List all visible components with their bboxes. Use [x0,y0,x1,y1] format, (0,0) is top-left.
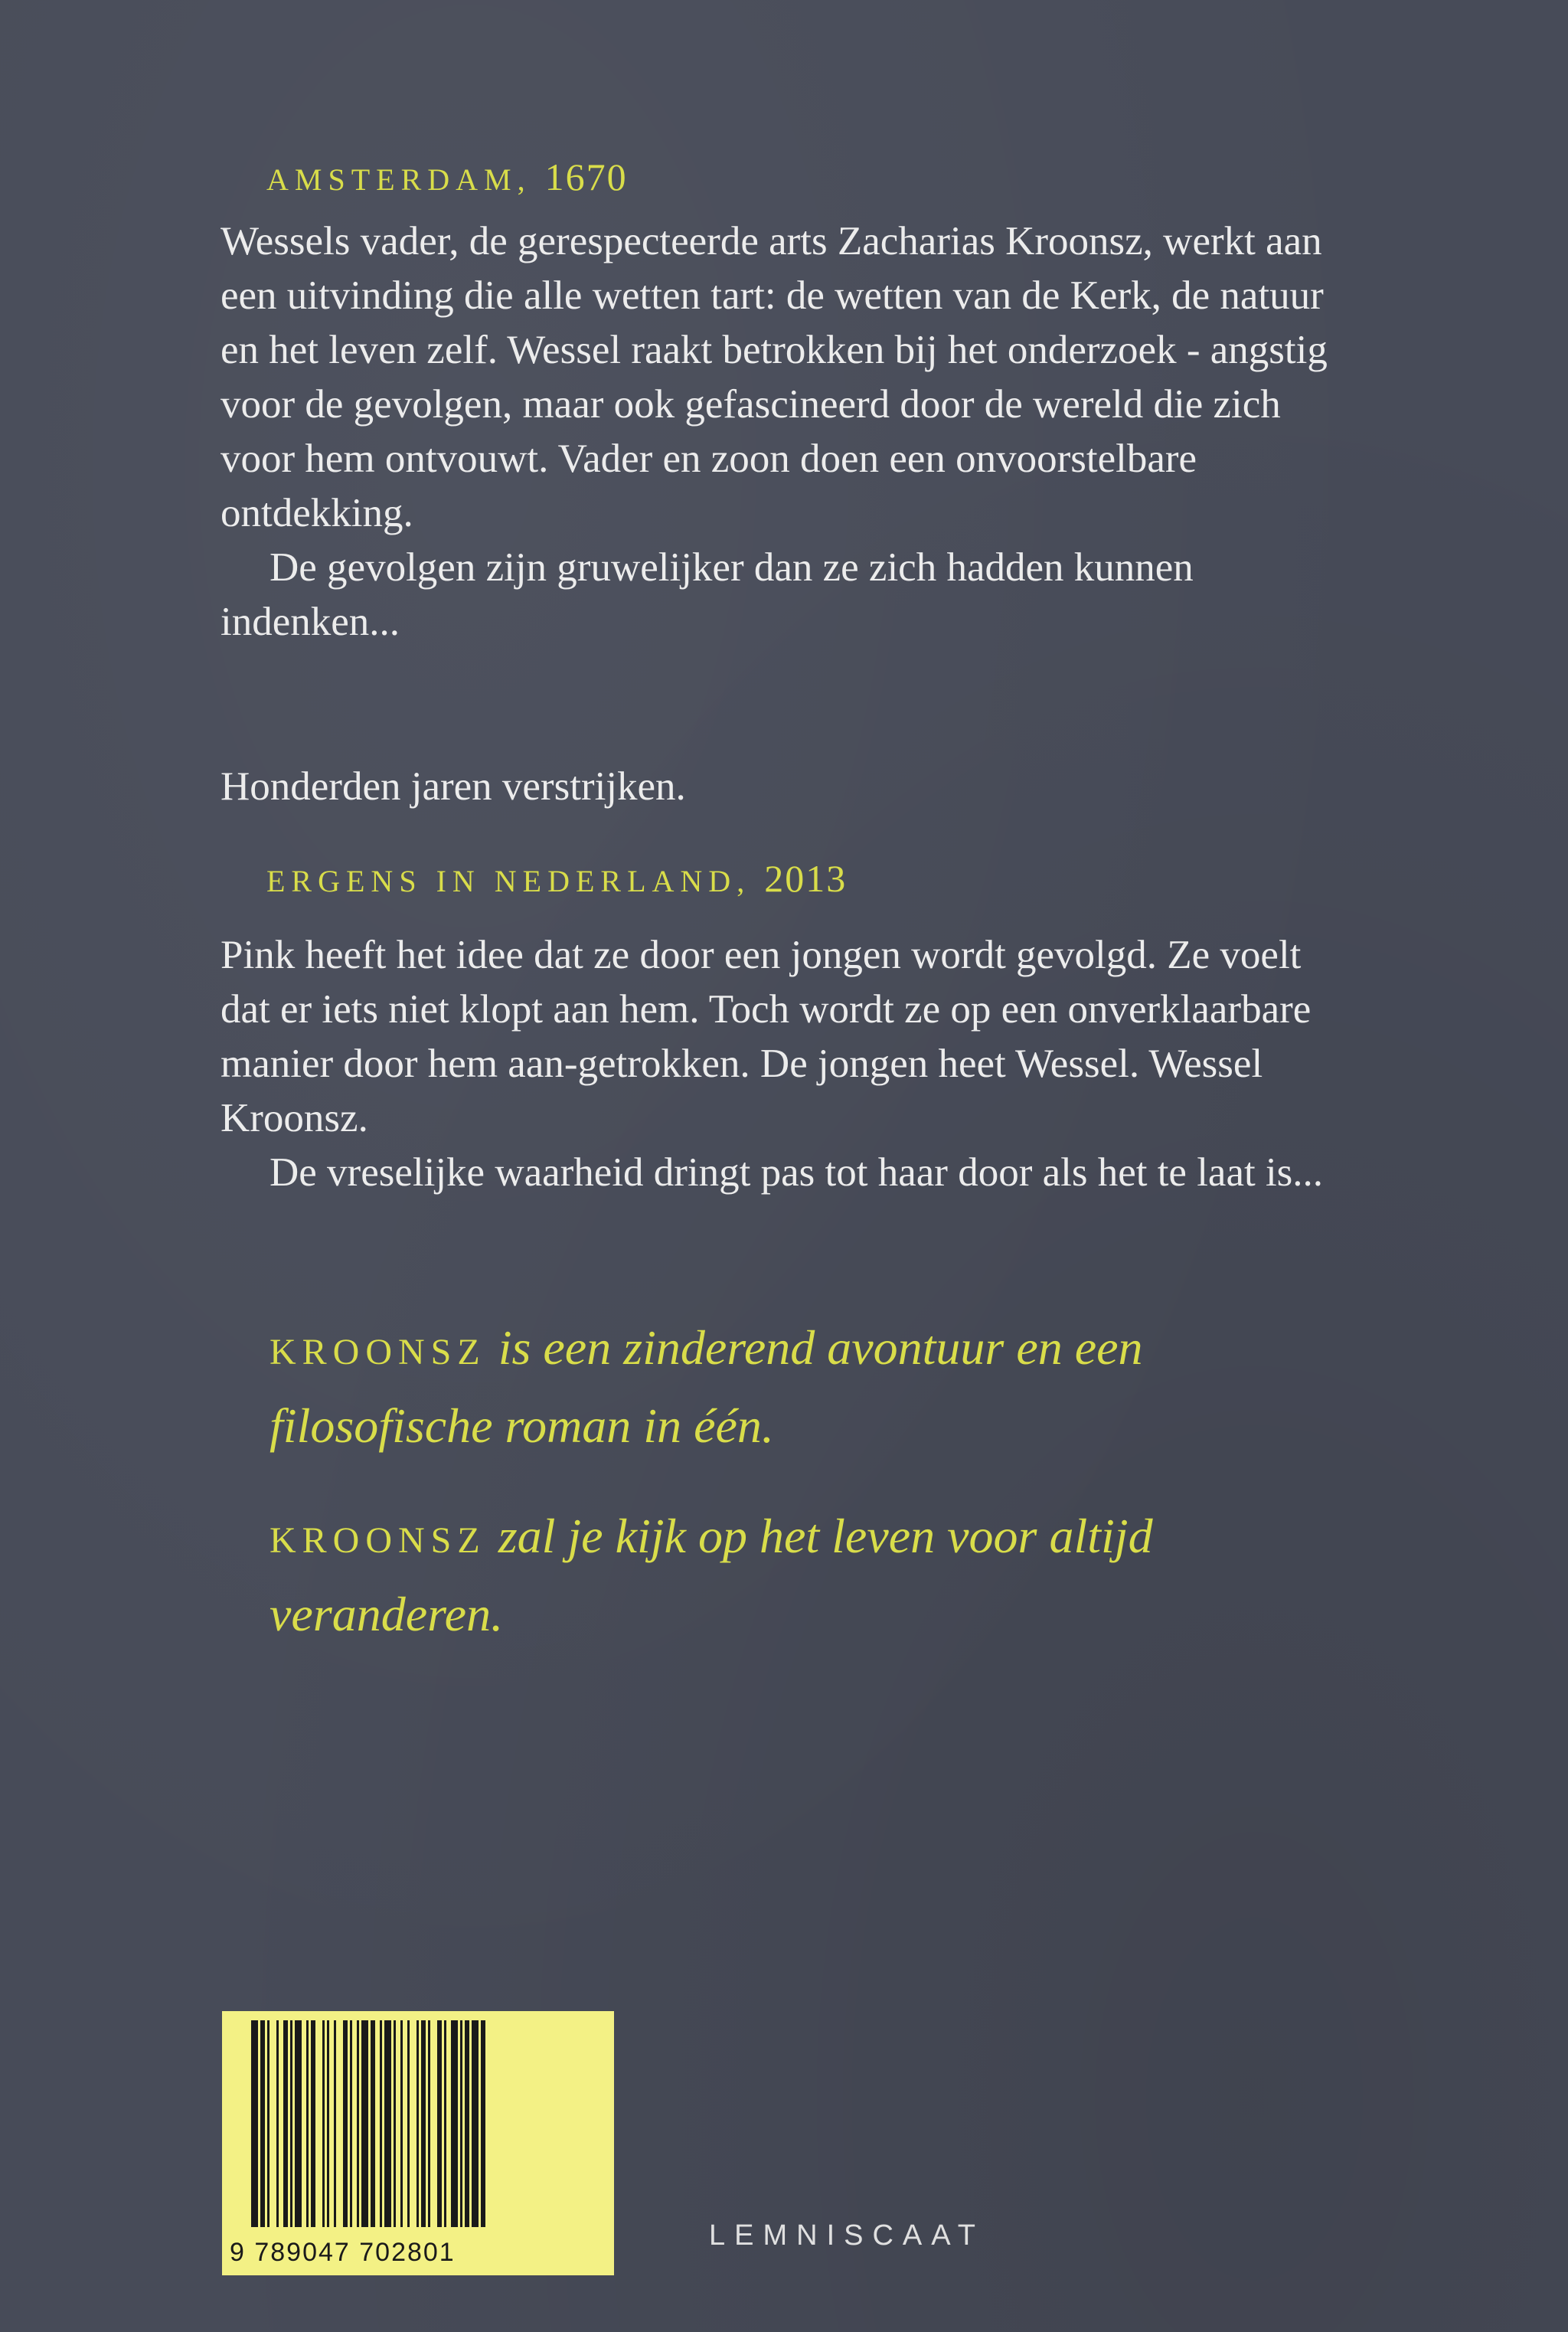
interlude-text [220,760,1331,814]
synopsis-part-1 [220,214,1331,649]
synopsis-paragraph: De vreselijke waarheid dringt pas tot haar door als het te laat is... [270,1150,1324,1195]
section-heading-nederland [266,856,847,901]
barcode-bar [407,2020,410,2227]
synopsis-part-2 [220,928,1331,1200]
blurb-text: is een zinderend avontuur en een filosofische roman in één. [270,1320,1143,1453]
synopsis-paragraph: Wessels vader, de gerespecteerde arts Zacharias Kroonsz, werkt aan een uitvinding die alle wetten tart: de wetten van de Kerk, de natuur en het leven zelf. Wessel raakt betrokken bij het onderzoek - angstig voor de gevolgen, maar ook gefascineerd door de wereld die zich voor hem ontvouwt. Vader en zoon doen een onvoorstelbare ontdekking. [220,219,1328,535]
barcode-bar [290,2020,292,2227]
blurb-text: zal je kijk op het leven voor altijd veranderen. [270,1509,1153,1641]
barcode-bar [322,2020,325,2227]
heading-year: 1670 [544,155,628,198]
barcode-bar [384,2020,391,2227]
barcode-bar [460,2020,462,2227]
barcode-bar [334,2020,336,2227]
barcode-bar [421,2020,426,2227]
publisher-logo: LEMNISCAAT [709,2219,985,2252]
isbn-number: 9 789047 702801 [230,2238,456,2267]
barcode-bar [416,2020,419,2227]
barcode-bar [311,2020,315,2227]
barcode-bar [394,2020,396,2227]
barcode-bar [357,2020,359,2227]
interlude-line: Honderden jaren verstrijken. [220,764,686,809]
section-heading-amsterdam [266,155,628,199]
barcode-bar [437,2020,442,2227]
barcode-bar [251,2020,258,2227]
barcode-bar [267,2020,270,2227]
blurb-quote [270,1311,1265,1463]
barcode-bar [306,2020,309,2227]
barcode-bar [295,2020,302,2227]
synopsis-paragraph: De gevolgen zijn gruwelijker dan ze zich hadden kunnen indenken... [220,545,1194,644]
book-title-keyword: KROONSZ [270,1332,486,1372]
heading-year: 2013 [764,857,848,900]
isbn-barcode [222,2011,614,2275]
barcode-bar [481,2020,485,2227]
barcode-bar [350,2020,352,2227]
barcode-bar [276,2020,279,2227]
heading-place: AMSTERDAM, [266,162,531,197]
blurb-quote [270,1500,1265,1651]
barcode-bar [343,2020,348,2227]
barcode-bar [451,2020,458,2227]
barcode-bar [361,2020,368,2227]
barcode-bar [327,2020,329,2227]
synopsis-paragraph: Pink heeft het idee dat ze door een jongen wordt gevolgd. Ze voelt dat er iets niet klopt aan hem. Toch wordt ze op een onverklaarbare manier door hem aan-getrokken. De jongen heet Wessel. Wessel Kroonsz. [220,933,1312,1140]
barcode-bar [283,2020,288,2227]
barcode-bar [371,2020,375,2227]
barcode-bar [400,2020,403,2227]
barcode-bar [380,2020,382,2227]
heading-place: ERGENS IN NEDERLAND, [266,864,751,898]
barcode-bar [260,2020,265,2227]
barcode-bars-icon [222,2011,614,2275]
barcode-bar [465,2020,469,2227]
barcode-bar [428,2020,430,2227]
book-title-keyword: KROONSZ [270,1520,486,1561]
barcode-bar [444,2020,446,2227]
barcode-bar [472,2020,479,2227]
